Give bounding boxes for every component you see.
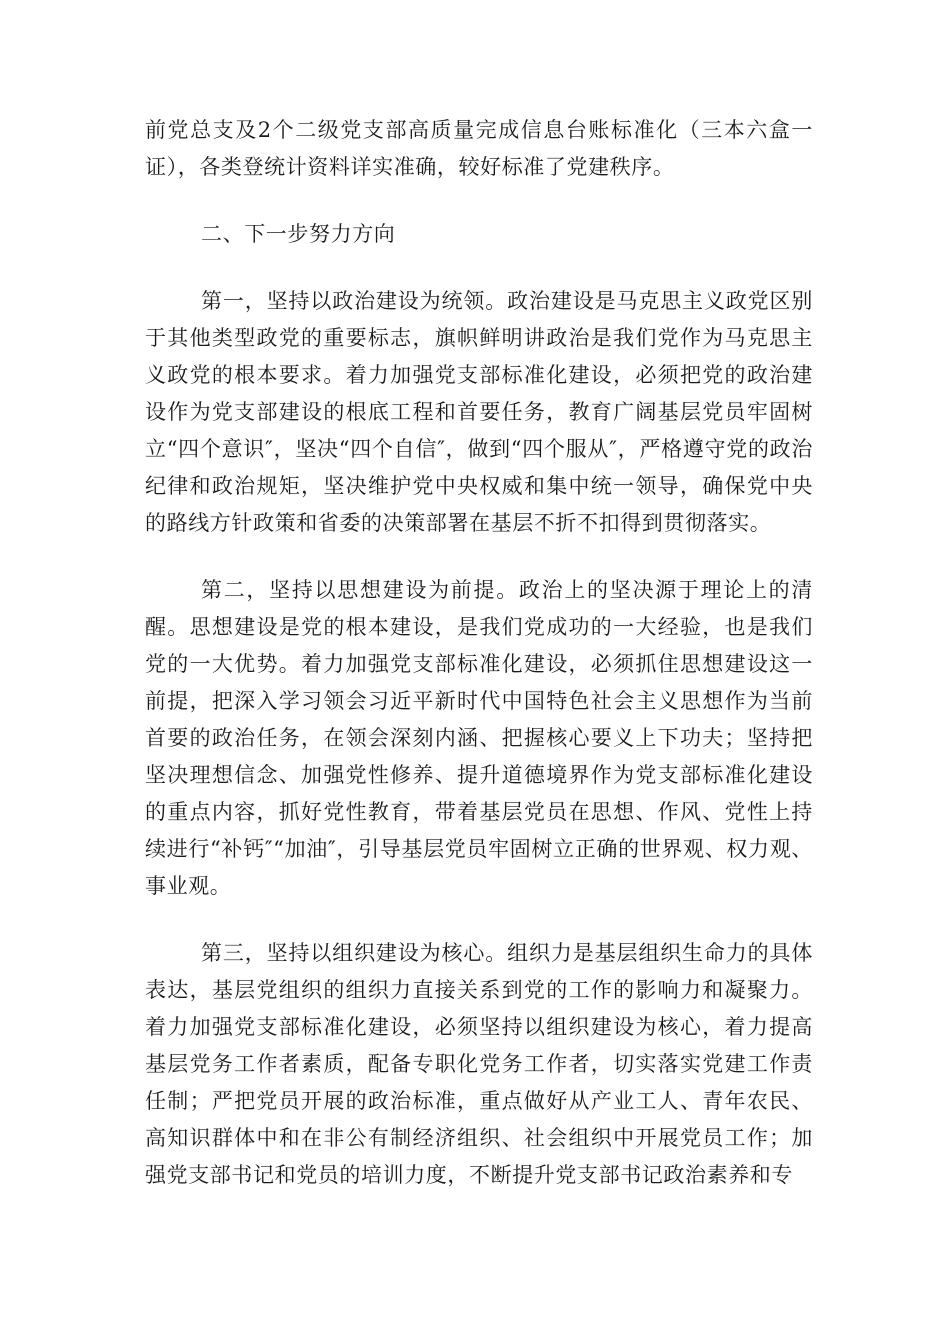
paragraph-first-point: 第一，坚持以政治建设为统领。政治建设是马克思主义政党区别于其他类型政党的重要标志，旗帜鲜明讲政治是我们党作为马克思主义政党的根本要求。着力加强党支部标准化建设，必须把党的政治建设作为党支部建设的根底工程和首要任务，教育广阔基层党员牢固树立“四个意识″，坚决“四个自信″，做到“四个服从″，严格遵守党的政治纪律和政治规矩，坚决维护党中央权威和集中统一领导，确保党中央的路线方针政策和省委的决策部署在基层不折不扣得到贯彻落实。 — [145, 289, 813, 535]
paragraph-continuation: 前党总支及2个二级党支部高质量完成信息台账标准化（三本六盒一证），各类登统计资料详实准确，较好标准了党建秩序。 — [145, 118, 813, 179]
section-heading: 二、下一步努力方向 — [201, 222, 396, 246]
paragraph-second-point: 第二，坚持以思想建设为前提。政治上的坚决源于理论上的清醒。思想建设是党的根本建设，是我们党成功的一大经验，也是我们党的一大优势。着力加强党支部标准化建设，必须抓住思想建设这一前提，把深入学习领会习近平新时代中国特色社会主义思想作为当前首要的政治任务，在领会深刻内涵、把握核心要义上下功夫；坚持把坚决理想信念、加强党性修养、提升道德境界作为党支部标准化建设的重点内容，抓好党性教育，带着基层党员在思想、作风、党性上持续进行“补钙″“加油″，引导基层党员牢固树立正确的世界观、权力观、事业观。 — [145, 578, 813, 898]
document-page — [145, 112, 813, 1194]
paragraph-third-point: 第三，坚持以组织建设为核心。组织力是基层组织生命力的具体表达，基层党组织的组织力直接关系到党的工作的影响力和凝聚力。着力加强党支部标准化建设，必须坚持以组织建设为核心，着力提高基层党务工作者素质，配备专职化党务工作者，切实落实党建工作责任制；严把党员开展的政治标准，重点做好从产业工人、青年农民、高知识群体中和在非公有制经济组织、社会组织中开展党员工作；加强党支部书记和党员的培训力度，不断提升党支部书记政治素养和专 — [145, 941, 813, 1187]
